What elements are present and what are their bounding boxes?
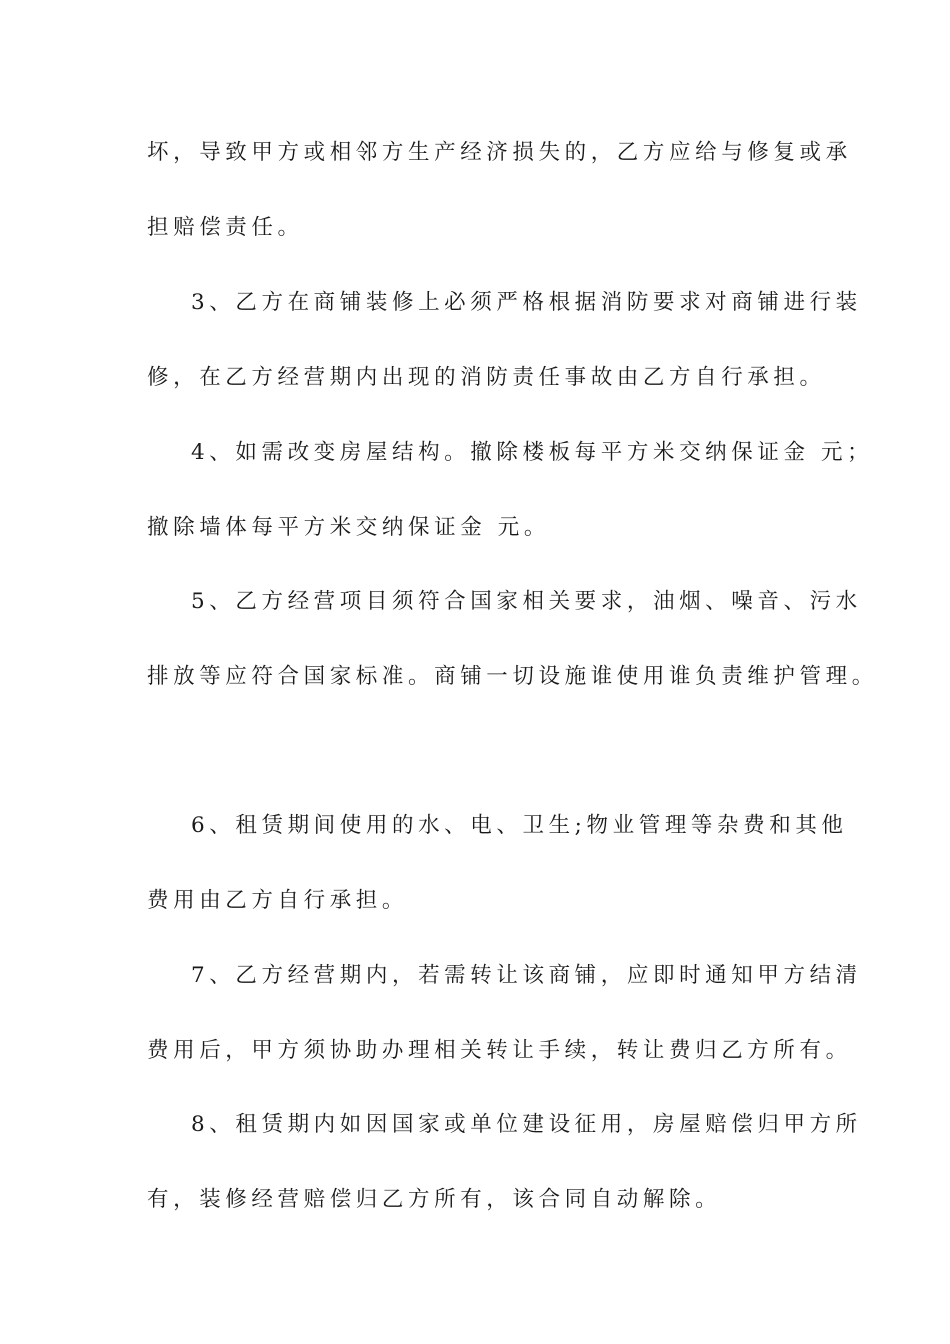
text-line: 排放等应符合国家标准。商铺一切设施谁使用谁负责维护管理。 — [147, 664, 878, 689]
text-line: 坏，导致甲方或相邻方生产经济损失的，乙方应给与修复或承 — [147, 140, 852, 165]
clause-3-line: 3、乙方在商铺装修上必须严格根据消防要求对商铺进行装 — [191, 290, 862, 315]
text-line: 修，在乙方经营期内出现的消防责任事故由乙方自行承担。 — [147, 365, 826, 390]
clause-4-line: 4、如需改变房屋结构。撤除楼板每平方米交纳保证金 元； — [191, 440, 874, 465]
clause-7-line: 7、乙方经营期内，若需转让该商铺，应即时通知甲方结清 — [191, 963, 862, 988]
clause-8-line: 8、租赁期内如因国家或单位建设征用，房屋赔偿归甲方所 — [191, 1112, 862, 1137]
text-line: 费用后，甲方须协助办理相关转让手续，转让费归乙方所有。 — [147, 1038, 852, 1063]
clause-6-line: 6、租赁期间使用的水、电、卫生;物业管理等杂费和其他 — [191, 813, 848, 838]
text-line: 担赔偿责任。 — [147, 215, 304, 240]
clause-5-line: 5、乙方经营项目须符合国家相关要求，油烟、噪音、污水 — [191, 589, 862, 614]
text-line: 有，装修经营赔偿归乙方所有，该合同自动解除。 — [147, 1187, 722, 1212]
text-line: 费用由乙方自行承担。 — [147, 888, 409, 913]
text-line: 撤除墙体每平方米交纳保证金 元。 — [147, 515, 550, 540]
